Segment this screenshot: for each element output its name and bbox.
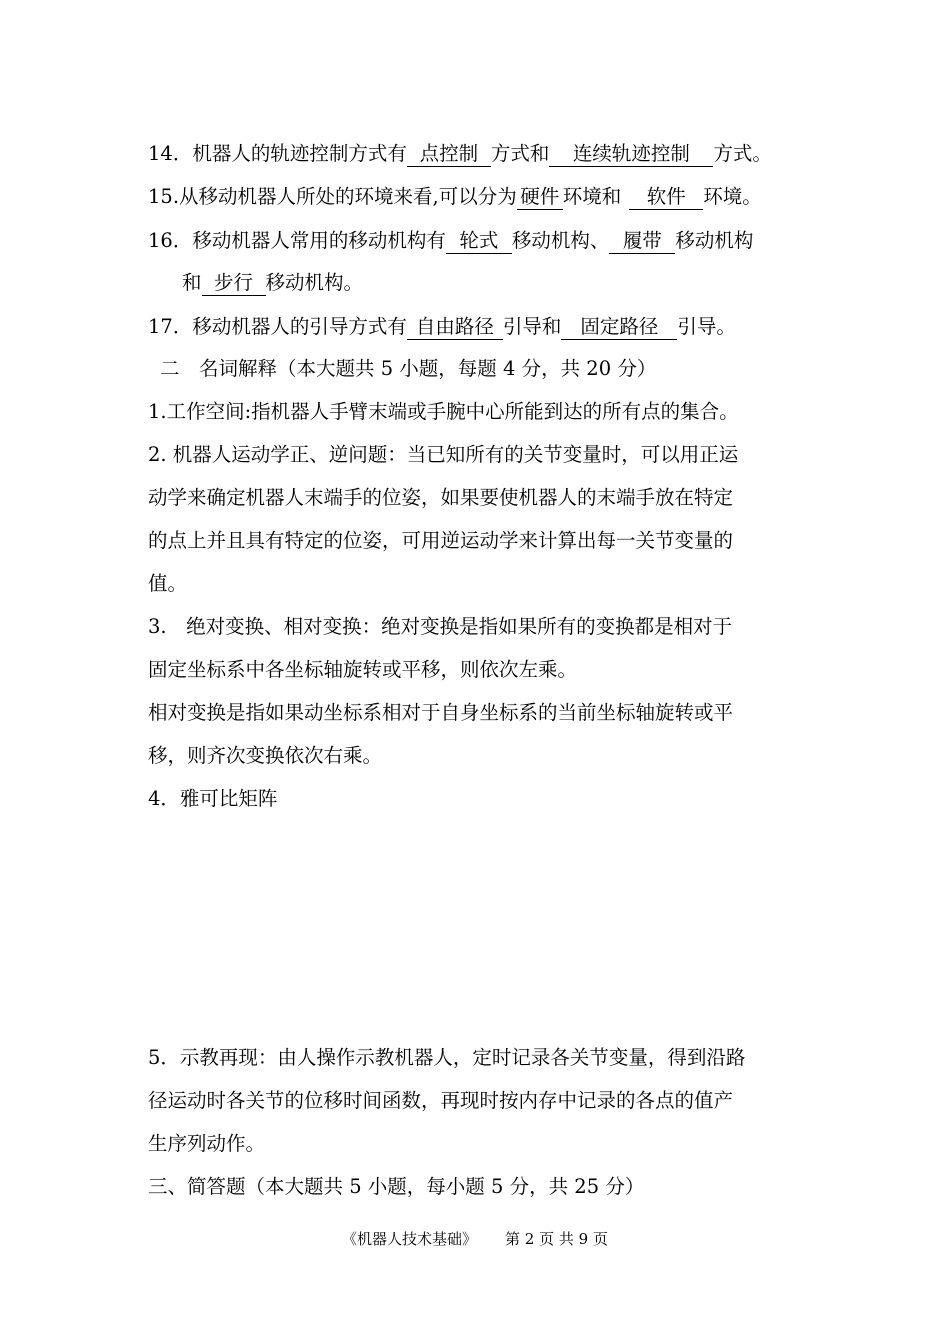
answer-line: 相对变换是指如果动坐标系相对于自身坐标系的当前坐标轴旋转或平 bbox=[148, 701, 734, 724]
answer-line: 4．雅可比矩阵 bbox=[148, 787, 278, 810]
question-number: 16． bbox=[148, 229, 193, 252]
question-text: 引导。 bbox=[677, 315, 736, 338]
question-text: 和 bbox=[182, 271, 202, 294]
question-text: 移动机构。 bbox=[265, 271, 364, 294]
question-text: 移动机器人常用的移动机构有 bbox=[192, 229, 446, 252]
question-14 bbox=[148, 140, 772, 168]
answer-blank: 固定路径 bbox=[561, 315, 677, 340]
answer-blank: 软件 bbox=[629, 185, 703, 210]
question-17 bbox=[148, 313, 736, 341]
question-text: 从移动机器人所处的环境来看,可以分为 bbox=[179, 185, 517, 208]
question-text: 环境。 bbox=[703, 185, 762, 208]
section-3-heading: 三、简答题（本大题共 5 小题，每小题 5 分，共 25 分） bbox=[148, 1175, 645, 1198]
question-text: 方式。 bbox=[713, 142, 772, 165]
answer-line: 固定坐标系中各坐标轴旋转或平移，则依次左乘。 bbox=[148, 658, 578, 681]
question-15 bbox=[148, 183, 762, 211]
page-footer bbox=[0, 1228, 950, 1250]
answer-line: 动学来确定机器人末端手的位姿，如果要使机器人的末端手放在特定 bbox=[148, 486, 734, 509]
answer-line: 3. 绝对变换、相对变换：绝对变换是指如果所有的变换都是相对于 bbox=[148, 615, 733, 638]
page-number: 第 2 页 共 9 页 bbox=[505, 1230, 608, 1248]
answer-line: 移，则齐次变换依次右乘。 bbox=[148, 744, 383, 767]
answer-line: 的点上并且具有特定的位姿，可用逆运动学来计算出每一关节变量的 bbox=[148, 529, 734, 552]
answer-line: 1.工作空间:指机器人手臂末端或手腕中心所能到达的所有点的集合。 bbox=[148, 400, 739, 423]
answer-blank: 连续轨迹控制 bbox=[549, 142, 713, 167]
question-text: 移动机器人的引导方式有 bbox=[192, 315, 407, 338]
course-title: 《机器人技术基础》 bbox=[342, 1230, 478, 1248]
answer-blank: 硬件 bbox=[517, 185, 563, 210]
question-text: 机器人的轨迹控制方式有 bbox=[192, 142, 407, 165]
question-text: 方式和 bbox=[490, 142, 550, 165]
answer-blank: 自由路径 bbox=[407, 315, 503, 340]
question-number: 15. bbox=[148, 185, 180, 208]
answer-blank: 履带 bbox=[609, 229, 675, 254]
answer-line: 2. 机器人运动学正、逆问题：当已知所有的关节变量时，可以用正运 bbox=[148, 443, 739, 466]
question-text: 移动机构、 bbox=[511, 229, 610, 252]
question-text: 移动机构 bbox=[675, 229, 754, 252]
answer-blank: 步行 bbox=[202, 271, 266, 296]
question-number: 17． bbox=[148, 315, 193, 338]
answer-blank: 点控制 bbox=[407, 142, 491, 167]
answer-line: 值。 bbox=[148, 572, 188, 595]
question-16-continued bbox=[182, 269, 363, 297]
answer-line: 径运动时各关节的位移时间函数，再现时按内存中记录的各点的值产 bbox=[148, 1089, 734, 1112]
question-16 bbox=[148, 227, 753, 255]
question-text: 环境和 bbox=[562, 185, 622, 208]
answer-line: 5．示教再现：由人操作示教机器人，定时记录各关节变量，得到沿路 bbox=[148, 1046, 746, 1069]
question-text: 引导和 bbox=[502, 315, 562, 338]
answer-blank: 轮式 bbox=[446, 229, 512, 254]
question-number: 14． bbox=[148, 142, 193, 165]
section-2-heading: 二 名词解释（本大题共 5 小题，每题 4 分，共 20 分） bbox=[160, 357, 657, 380]
answer-line: 生序列动作。 bbox=[148, 1132, 266, 1155]
